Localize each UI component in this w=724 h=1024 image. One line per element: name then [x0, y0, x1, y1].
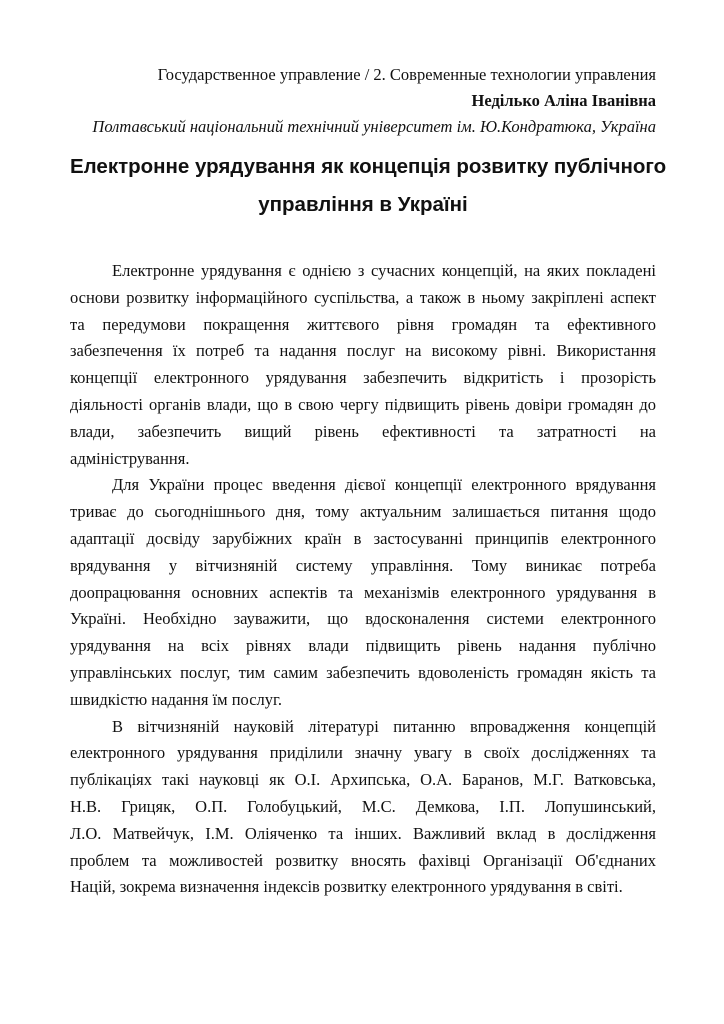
paragraph-line: доопрацювання основних аспектів та механізмів електронного урядування в — [70, 582, 656, 602]
paragraph-line: забезпечення їх потреб та надання послуг на високому рівні. Використання — [70, 341, 656, 361]
paragraph-line: В вітчизняній науковій літературі питанню впровадження концепцій — [112, 716, 656, 736]
paragraph-line: та передумови покращення життєвого рівня громадян та ефективного — [70, 314, 656, 334]
paragraph-line: влади, забезпечить вищий рівень ефективності та затратності на — [70, 421, 656, 441]
body-text — [70, 258, 656, 901]
section-header: Государственное управление / 2. Современные технологии управления — [157, 65, 656, 84]
paragraph-line: швидкістю надання їм послуг. — [70, 689, 283, 709]
paragraph — [70, 472, 656, 713]
paragraph-line: Україні. Необхідно зауважити, що вдосконалення системи електронного — [70, 609, 656, 629]
paragraph-line: Електронне урядування є однією з сучасних концепцій, на яких покладені — [112, 261, 656, 280]
paragraph-line: врядування у вітчизняній систему управління. Тому виникає потреба — [70, 555, 656, 575]
paragraph-line: адаптації досвіду зарубіжних країн в застосуванні принципів електронного — [70, 528, 656, 548]
paragraph-line: концепції електронного урядування забезпечить відкритість і прозорість — [70, 368, 656, 388]
paragraph-line: публікаціях такі науковці як О.І. Архипська, О.А. Баранов, М.Г. Ватковська, — [70, 770, 656, 790]
paragraph-line: основи розвитку інформаційного суспільства, а також в ньому закріплені аспект — [70, 287, 656, 307]
paragraph — [70, 258, 656, 472]
paragraph-line: електронного урядування приділили значну увагу в своїх дослідженнях та — [70, 743, 656, 763]
title-line-1: Електронне урядування як концепція розвитку публічного — [70, 155, 667, 178]
paragraph-line: Націй, зокрема визначення індексів розвитку електронного урядування в світі. — [70, 877, 623, 897]
paragraph-line: проблем та можливостей розвитку вносять фахівці Організації Об'єднаних — [70, 850, 656, 870]
document-page — [70, 62, 667, 901]
paragraph-line: Для України процес введення дієвої концепції електронного врядування — [112, 475, 656, 495]
author-name: Недiлько Алiна Iванiвна — [471, 91, 656, 110]
title-line-2: управління в Україні — [258, 193, 468, 216]
author-affiliation: Полтавський нацiональний технiчний унiверситет iм. Ю.Кондратюка, Україна — [92, 117, 656, 136]
paragraph-line: управлінських послуг, тим самим забезпечить вдоволеність громадян якість та — [70, 662, 656, 682]
paragraph-line: триває до сьогоднішнього дня, тому актуальним залишається питання щодо — [70, 502, 656, 522]
paragraph-line: діяльності органів влади, що в свою чергу підвищить рівень довіри громадян до — [70, 394, 656, 414]
paragraph — [70, 714, 656, 902]
paragraph-line: урядування на всіх рівнях влади підвищить рівень надання публічно — [70, 636, 656, 656]
paragraph-line: Л.О. Матвейчук, І.М. Оліяченко та інших. Важливий вклад в дослідження — [70, 823, 656, 843]
paper-title — [70, 148, 667, 224]
paragraph-line: Н.В. Грицяк, О.П. Голобуцький, М.С. Демкова, І.П. Лопушинський, — [70, 796, 656, 816]
paragraph-line: адміністрування. — [70, 448, 190, 468]
